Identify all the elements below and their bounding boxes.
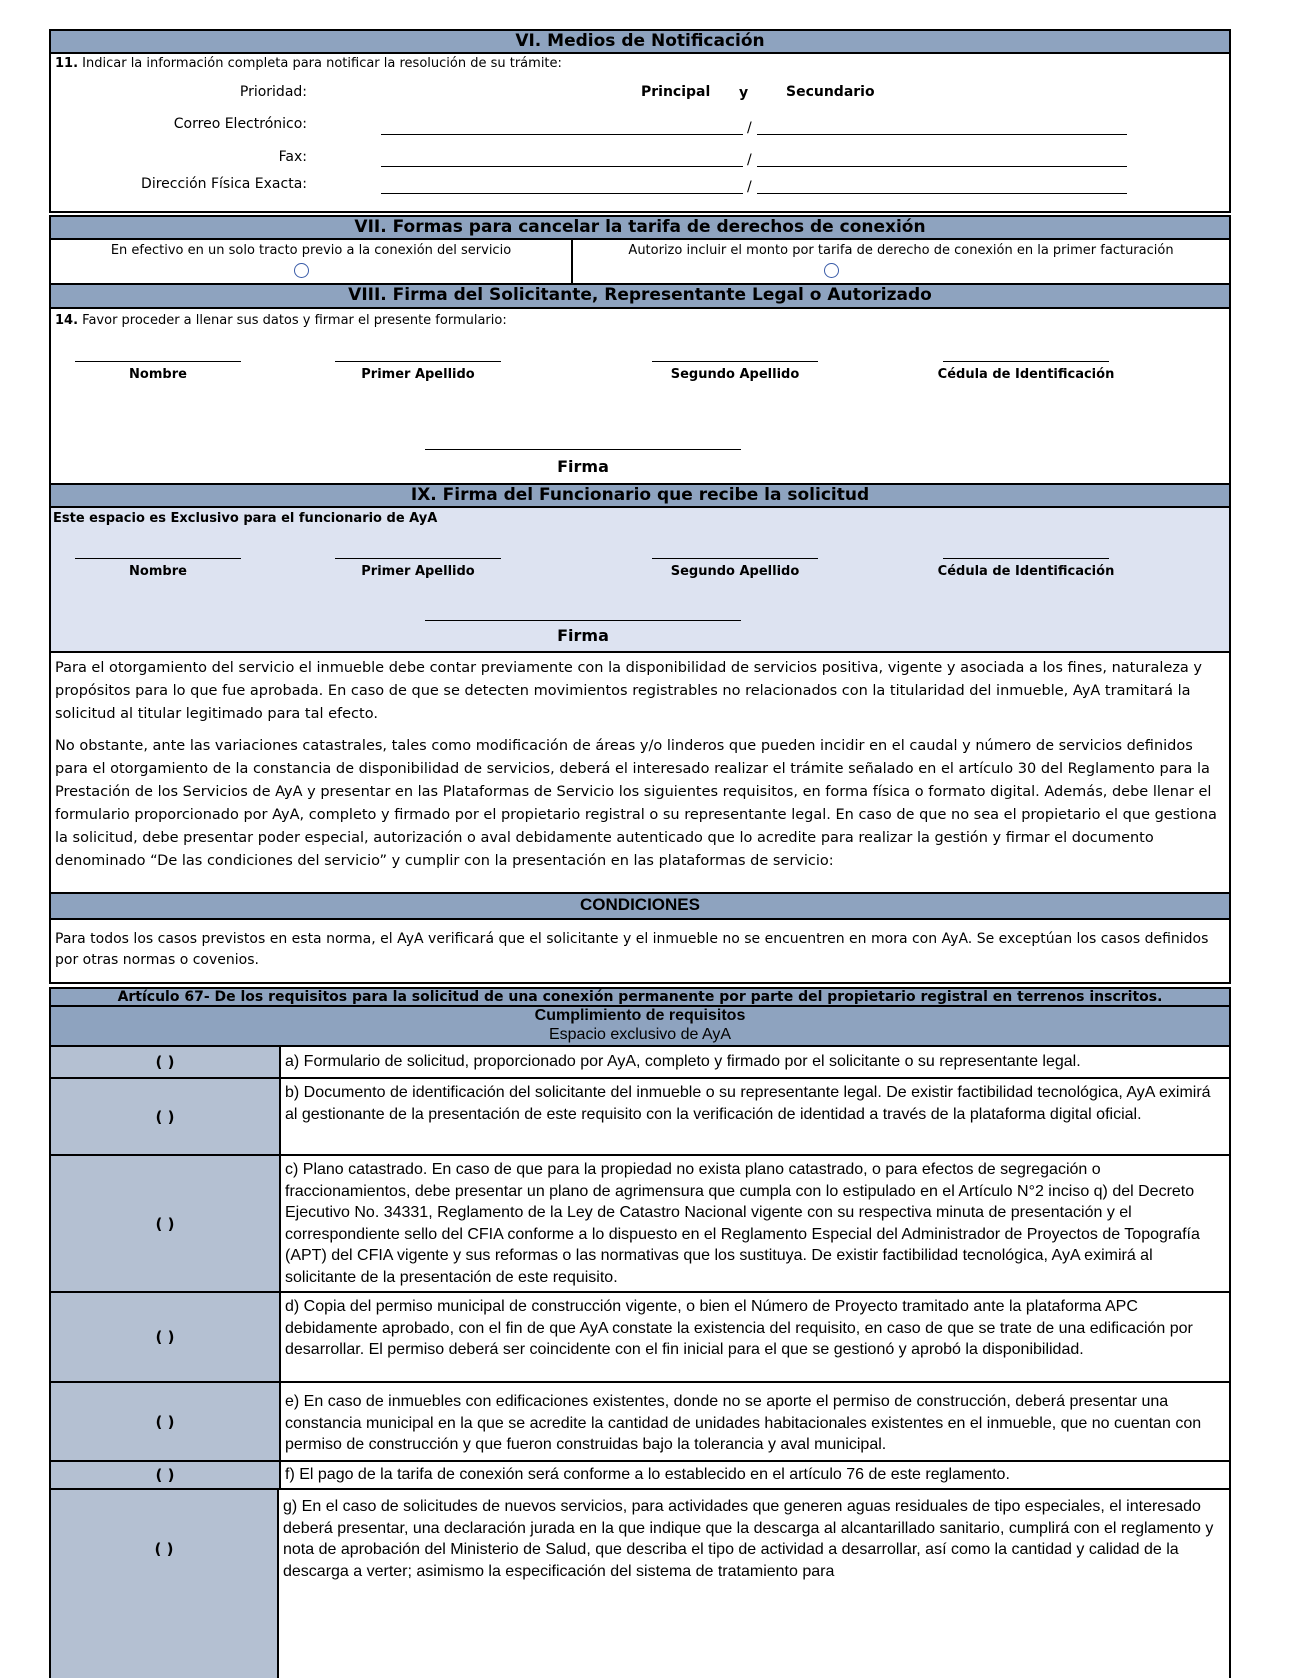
section-7-title: VII. Formas para cancelar la tarifa de derechos de conexión (354, 217, 926, 237)
section-9-note: Este espacio es Exclusivo para el funcionario de AyA (53, 511, 438, 526)
section-9-title: IX. Firma del Funcionario que recibe la solicitud (410, 485, 870, 505)
instruction-text: Indicar la información completa para notificar la resolución de su trámite: (82, 56, 562, 71)
official-signature-label: Firma (557, 626, 609, 645)
official-name-field[interactable] (75, 558, 241, 559)
cumplimiento-title: Cumplimiento de requisitos (534, 1007, 746, 1024)
official-second-surname-label: Segundo Apellido (670, 564, 800, 579)
requirement-d-text: d) Copia del permiso municipal de construcción vigente, o bien el Número de Proyecto tramitado ante la plataforma APC debidamente aprobado, con el fin de que AyA constate la existencia del requisito, en caso de que se trate de una edificación por desarrollar. El permiso deberá ser coincidente con el fin inicial para el que se gestionó y aprobó la disponibilidad. (285, 1298, 1193, 1358)
email-slash: / (747, 120, 752, 136)
requirement-row-g (49, 1490, 1231, 1678)
billing-option-radio[interactable] (824, 263, 839, 278)
section-8-body (49, 309, 1231, 485)
applicant-name-label: Nombre (129, 367, 187, 382)
applicant-first-surname-field[interactable] (335, 361, 501, 362)
article-67-title: Artículo 67- De los requisitos para la solicitud de una conexión permanente por parte del propietario registral en terrenos inscritos. (117, 989, 1163, 1005)
section-8-instruction (55, 313, 507, 328)
address-principal-field[interactable] (381, 193, 743, 194)
section-6-instruction (55, 56, 562, 71)
applicant-signature-label: Firma (557, 457, 609, 476)
applicant-id-field[interactable] (943, 361, 1109, 362)
email-label: Correo Electrónico: (173, 116, 307, 132)
requirement-d-checkbox[interactable]: ( ) (51, 1293, 281, 1381)
applicant-first-surname-label: Primer Apellido (361, 367, 475, 382)
requirement-e-checkbox[interactable]: ( ) (51, 1383, 281, 1460)
email-principal-field[interactable] (381, 134, 743, 135)
official-id-label: Cédula de Identificación (937, 564, 1115, 579)
requirement-a-checkbox[interactable]: ( ) (51, 1047, 281, 1077)
address-label: Dirección Física Exacta: (141, 176, 307, 192)
cumplimiento-header (49, 1007, 1231, 1047)
address-secondary-field[interactable] (757, 193, 1127, 194)
official-name-label: Nombre (129, 564, 187, 579)
requirement-row-c (49, 1156, 1231, 1293)
instruction-text: Favor proceder a llenar sus datos y firmar el presente formulario: (82, 313, 507, 328)
cumplimiento-subtitle: Espacio exclusivo de AyA (548, 1026, 732, 1043)
billing-option-label: Autorizo incluir el monto por tarifa de derecho de conexión en la primer facturación (628, 243, 1174, 258)
requirement-e-text: e) En caso de inmuebles con edificaciones existentes, donde no se aporte el permiso de construcción, deberá presentar una constancia municipal en la que se acredite la cantidad de unidades habitacionales existentes en el inmueble, que no cuentan con permiso de construcción y que fueron construidas bajo la tolerancia y aval municipal. (285, 1393, 1202, 1453)
requirement-row-a (49, 1047, 1231, 1079)
intro-paragraph-1: Para el otorgamiento del servicio el inmueble debe contar previamente con la disponibilidad de servicios positiva, vigente y asociada a los fines, naturaleza y propósitos para lo que fue aprobada. En caso de que se detecten movimientos registrables no relacionados con la titularidad del inmueble, AyA tramitará la solicitud al titular legitimado para tal efecto. (55, 660, 1203, 722)
requirement-c-text: c) Plano catastrado. En caso de que para la propiedad no exista plano catastrado, o para efectos de segregación o fraccionamientos, debe presentar un plano de agrimensura que cumpla con lo estipulado en el Artículo N°2 inciso q) del Decreto Ejecutivo No. 34331, Reglamento de la Ley de Catastro Nacional vigente con su respectiva minuta de presentación y el correspondiente sello del CFIA conforme a lo dispuesto en el Reglamento Especial del Administrador de Proyectos de Topografía (APT) del CFIA vigente y sus reformas o las normativas que los sustituya. De existir factibilidad tecnológica, AyA eximirá al solicitante de la presentación de este requisito. (285, 1161, 1200, 1286)
section-8-title: VIII. Firma del Solicitante, Representante Legal o Autorizado (348, 285, 932, 305)
condiciones-body (49, 920, 1231, 984)
section-6-title: VI. Medios de Notificación (515, 31, 765, 51)
requirement-row-d (49, 1293, 1231, 1383)
condiciones-title: CONDICIONES (580, 895, 700, 914)
fax-label: Fax: (278, 149, 307, 165)
condiciones-header (49, 894, 1231, 920)
fax-principal-field[interactable] (381, 166, 743, 167)
requirement-b-text: b) Documento de identificación del solicitante del inmueble o su representante legal. De existir factibilidad tecnológica, AyA eximirá al gestionante de la presentación de este requisito con la verificación de identidad a través de la plataforma digital oficial. (285, 1084, 1211, 1123)
fax-secondary-field[interactable] (757, 166, 1127, 167)
y-label: y (739, 85, 749, 101)
requirement-row-e (49, 1383, 1231, 1462)
requirement-row-f (49, 1462, 1231, 1490)
item-number-11: 11. (55, 56, 79, 71)
fax-slash: / (747, 152, 752, 168)
principal-label: Principal (641, 84, 711, 100)
requirement-f-checkbox[interactable]: ( ) (51, 1462, 281, 1488)
official-first-surname-field[interactable] (335, 558, 501, 559)
official-second-surname-field[interactable] (652, 558, 818, 559)
cash-option-label: En efectivo en un solo tracto previo a la conexión del servicio (110, 243, 512, 258)
item-number-14: 14. (55, 313, 79, 328)
section-9-header (49, 483, 1231, 508)
cash-option-radio[interactable] (294, 263, 309, 278)
requirement-a-text: a) Formulario de solicitud, proporcionado por AyA, completo y firmado por el solicitante o su representante legal. (285, 1053, 1081, 1071)
official-id-field[interactable] (943, 558, 1109, 559)
requirement-g-checkbox[interactable]: ( ) (51, 1490, 279, 1678)
section-6-body (49, 54, 1231, 213)
applicant-signature-field[interactable] (425, 449, 741, 450)
official-first-surname-label: Primer Apellido (361, 564, 475, 579)
requirement-row-b (49, 1079, 1231, 1156)
applicant-second-surname-label: Segundo Apellido (670, 367, 800, 382)
requirement-g-text: g) En el caso de solicitudes de nuevos servicios, para actividades que generen aguas residuales de tipo especiales, el interesado deberá presentar, una declaración jurada en la que indique que la descarga al alcantarillado sanitario, cumplirá con el reglamento y nota de aprobación del Ministerio de Salud, que describa el tipo de actividad a desarrollar, así como la cantidad y calidad de la descarga a verter; asimismo la especificación del sistema de tratamiento para (283, 1498, 1214, 1580)
email-secondary-field[interactable] (757, 134, 1127, 135)
applicant-id-label: Cédula de Identificación (937, 367, 1115, 382)
official-signature-field[interactable] (425, 620, 741, 621)
requirement-c-checkbox[interactable]: ( ) (51, 1156, 281, 1291)
section-7-body (49, 240, 1231, 286)
conditions-intro (49, 653, 1231, 894)
article-67-header (49, 987, 1231, 1007)
section-8-header (49, 283, 1231, 309)
applicant-name-field[interactable] (75, 361, 241, 362)
section-9-body (49, 508, 1231, 653)
priority-label: Prioridad: (239, 84, 307, 100)
address-slash: / (747, 179, 752, 195)
requirement-f-text: f) El pago de la tarifa de conexión será conforme a lo establecido en el artículo 76 de este reglamento. (285, 1466, 1010, 1484)
applicant-second-surname-field[interactable] (652, 361, 818, 362)
section-7-header (49, 215, 1231, 240)
condiciones-text: Para todos los casos previstos en esta norma, el AyA verificará que el solicitante y el inmueble no se encuentren en mora con AyA. Se exceptúan los casos definidos por otras normas o covenios. (55, 931, 1209, 968)
requirement-b-checkbox[interactable]: ( ) (51, 1079, 281, 1154)
secundario-label: Secundario (786, 84, 875, 100)
section-6-header (49, 29, 1231, 54)
intro-paragraph-2: No obstante, ante las variaciones catastrales, tales como modificación de áreas y/o linderos que pueden incidir en el caudal y número de servicios definidos para el otorgamiento de la constancia de disponibilidad de servicios, deberá el interesado realizar el trámite señalado en el artículo 30 del Reglamento para la Prestación de los Servicios de AyA y presentar en las Plataformas de Servicio los siguientes requisitos, en forma física o formato digital. Además, debe llenar el formulario proporcionado por AyA, completo y firmado por el propietario registral o su representante legal. En caso de que no sea el propietario el que gestiona la solicitud, debe presentar poder especial, autorización o aval debidamente autenticado que lo acredite para realizar la gestión y firmar el documento denominado “De las condiciones del servicio” y cumplir con la presentación en las plataformas de servicio: (55, 738, 1217, 869)
